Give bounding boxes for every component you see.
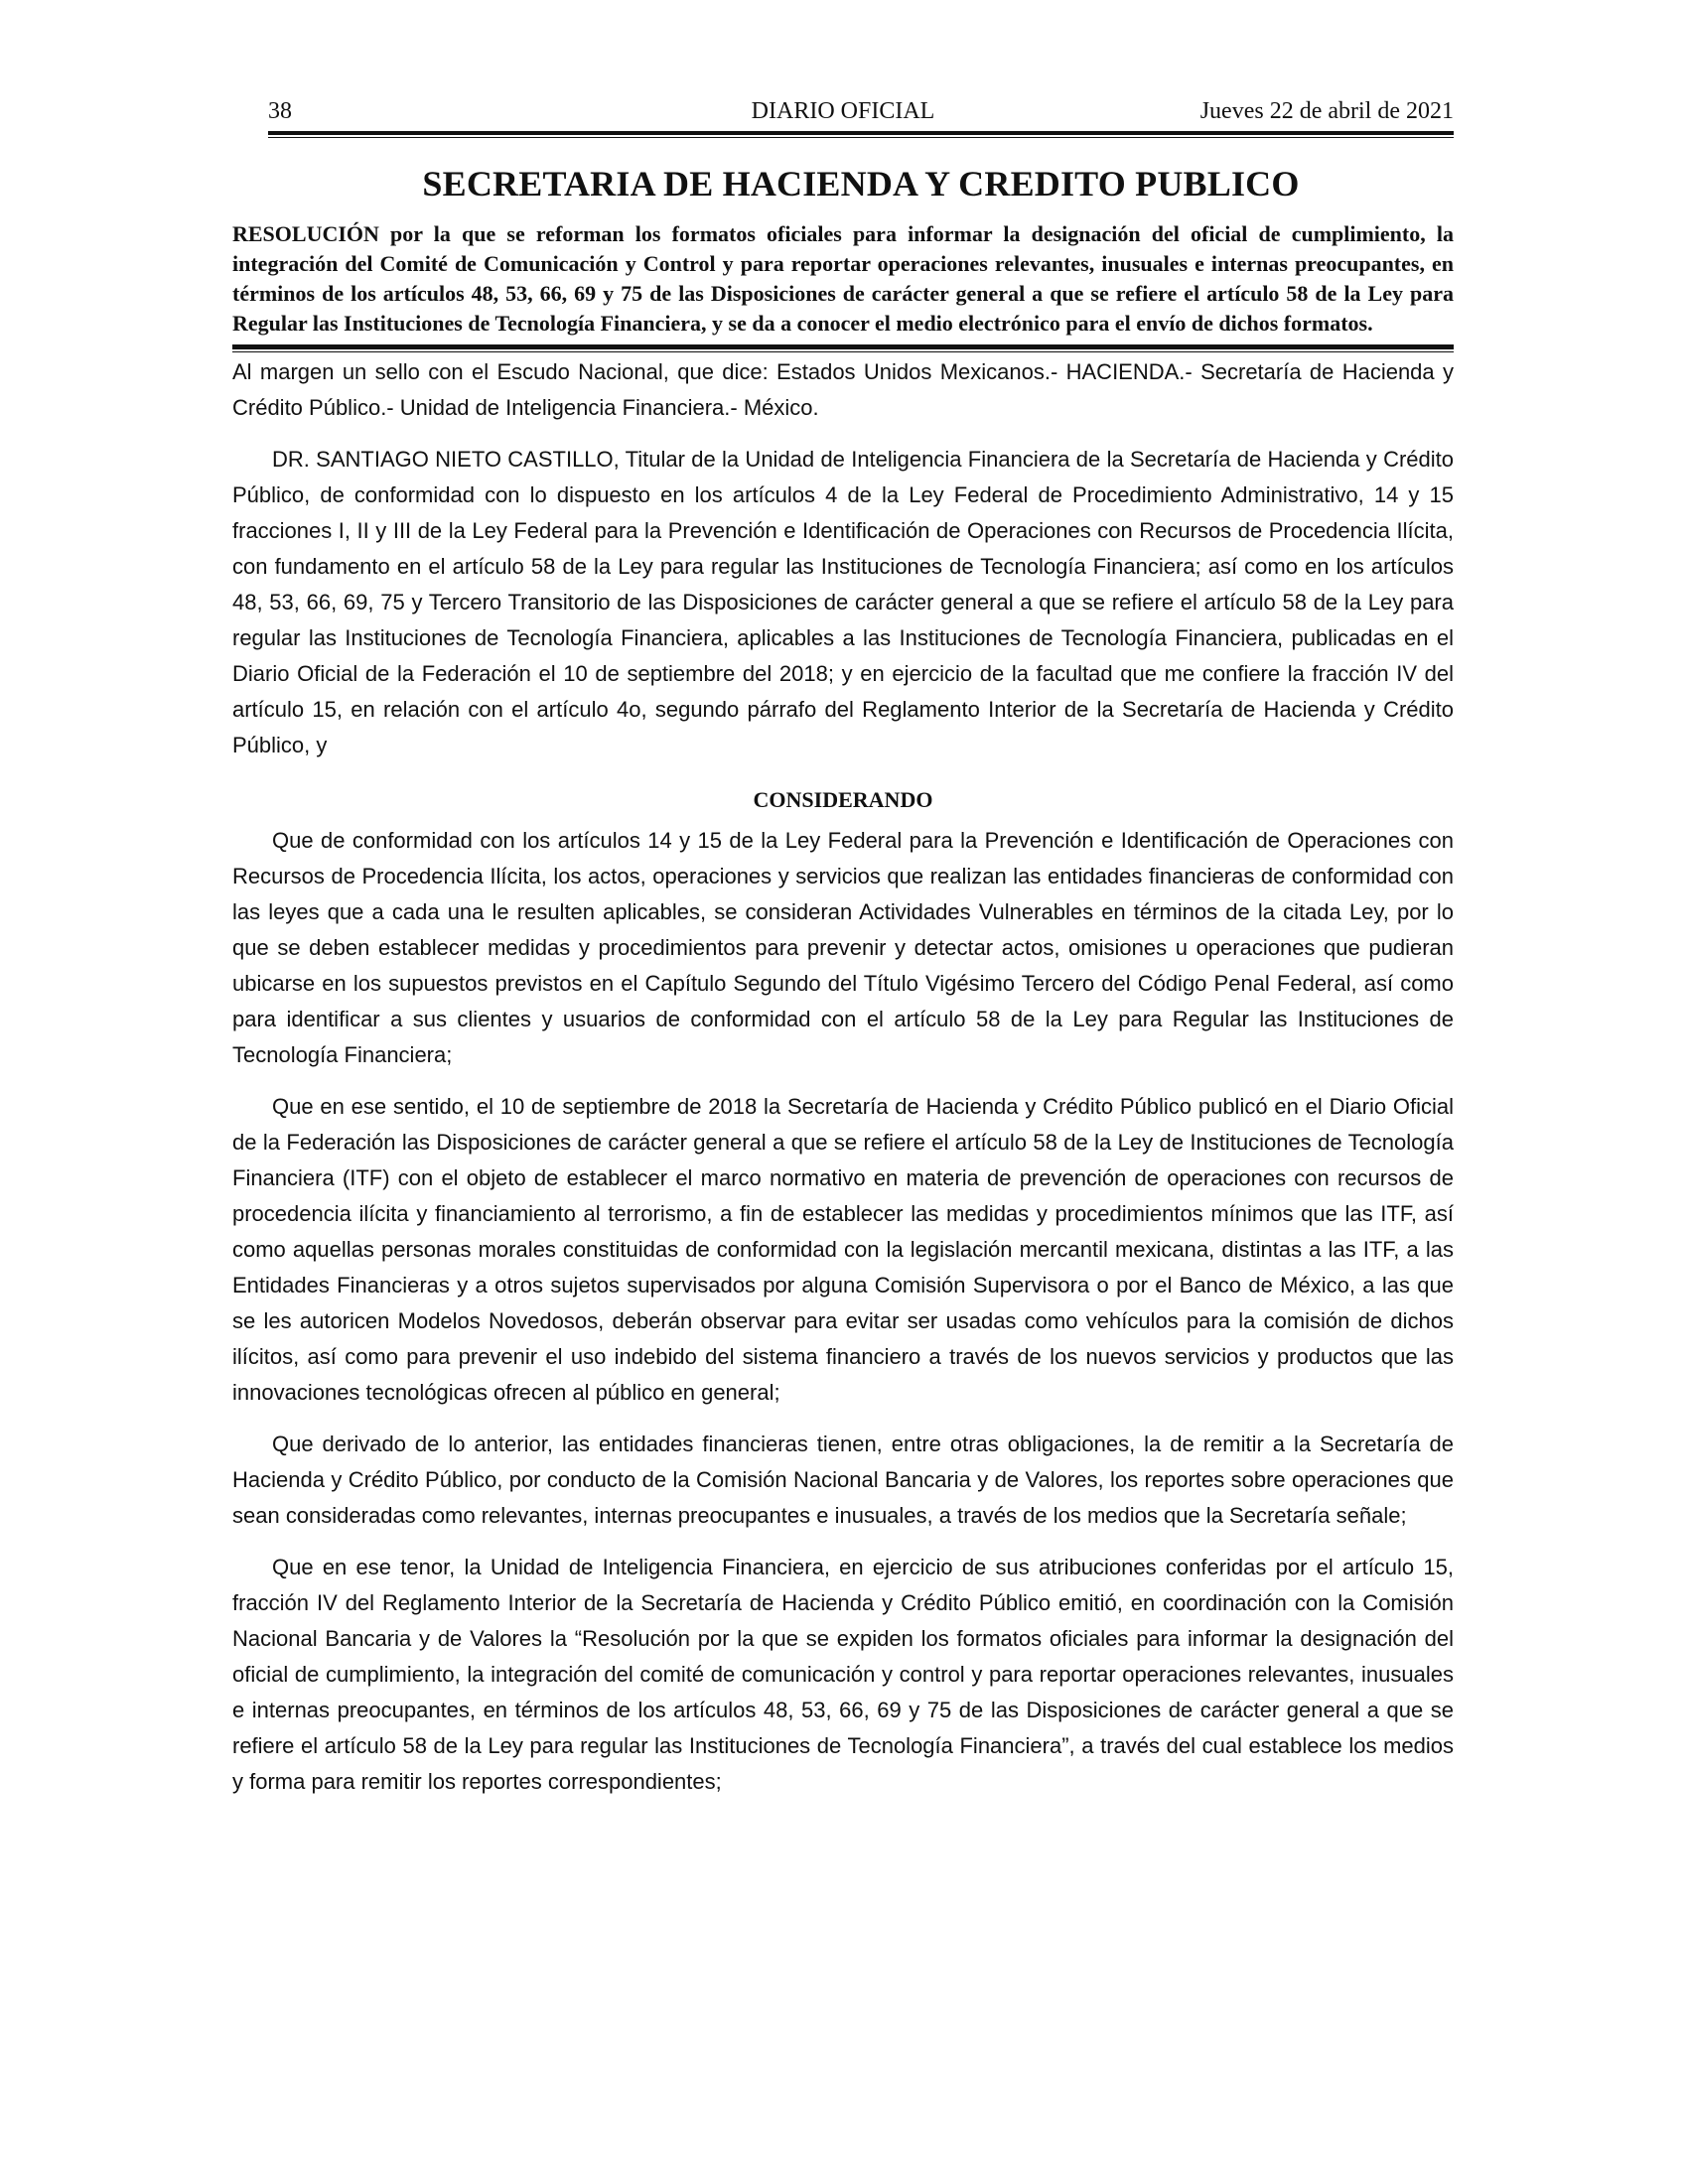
- running-header: [232, 93, 1454, 129]
- publication-name: DIARIO OFICIAL: [751, 98, 935, 124]
- considerando-paragraph: Que en ese tenor, la Unidad de Inteligencia Financiera, en ejercicio de sus atribuciones conferidas por el artículo 15, fracción IV del Reglamento Interior de la Secretaría de Hacienda y Crédito Público emitió, en coordinación con la Comisión Nacional Bancaria y de Valores la “Resolución por la que se expiden los formatos oficiales para informar la designación del oficial de cumplimiento, la integración del comité de comunicación y control y para reportar operaciones relevantes, inusuales e internas preocupantes, en términos de los artículos 48, 53, 66, 69 y 75 de las Disposiciones de carácter general a que se refiere el artículo 58 de la Ley para regular las Instituciones de Tecnología Financiera”, a través del cual establece los medios y forma para remitir los reportes correspondientes;: [232, 1555, 1454, 1794]
- resolution-text: por la que se reforman los formatos oficiales para informar la designación del oficial de cumplimiento, la integración del Comité de Comunicación y Control y para reportar operaciones relevantes, inusuales e internas preocupantes, en términos de los artículos 48, 53, 66, 69 y 75 de las Disposiciones de carácter general a que se refiere el artículo 58 de la Ley para Regular las Instituciones de Tecnología Financiera, y se da a conocer el medio electrónico para el envío de dichos formatos.: [232, 221, 1454, 336]
- page-number: 38: [268, 98, 292, 124]
- header-rule-thin: [268, 137, 1454, 138]
- document-page: [232, 93, 1454, 1800]
- preamble-paragraph: DR. SANTIAGO NIETO CASTILLO, Titular de la Unidad de Inteligencia Financiera de la Secretaría de Hacienda y Crédito Público, de conformidad con lo dispuesto en los artículos 4 de la Ley Federal de Procedimiento Administrativo, 14 y 15 fracciones I, II y III de la Ley Federal para la Prevención e Identificación de Operaciones con Recursos de Procedencia Ilícita, con fundamento en el artículo 58 de la Ley para regular las Instituciones de Tecnología Financiera; así como en los artículos 48, 53, 66, 69, 75 y Tercero Transitorio de las Disposiciones de carácter general a que se refiere el artículo 58 de la Ley para regular las Instituciones de Tecnología Financiera, aplicables a las Instituciones de Tecnología Financiera, publicadas en el Diario Oficial de la Federación el 10 de septiembre del 2018; y en ejercicio de la facultad que me confiere la fracción IV del artículo 15, en relación con el artículo 4o, segundo párrafo del Reglamento Interior de la Secretaría de Hacienda y Crédito Público, y: [232, 447, 1454, 757]
- title-rule: [232, 344, 1454, 349]
- resolution-title: [232, 219, 1454, 339]
- considerando-paragraph: Que de conformidad con los artículos 14 y 15 de la Ley Federal para la Prevención e Identificación de Operaciones con Recursos de Procedencia Ilícita, los actos, operaciones y servicios que realizan las entidades financieras de conformidad con las leyes que a cada una le resulten aplicables, se consideran Actividades Vulnerables en términos de la citada Ley, por lo que se deben establecer medidas y procedimientos para prevenir y detectar actos, omisiones u operaciones que pudieran ubicarse en los supuestos previstos en el Capítulo Segundo del Título Vigésimo Tercero del Código Penal Federal, así como para identificar a sus clientes y usuarios de conformidad con el artículo 58 de la Ley para Regular las Instituciones de Tecnología Financiera;: [232, 828, 1454, 1067]
- considerando-paragraph: Que derivado de lo anterior, las entidades financieras tienen, entre otras obligaciones, la de remitir a la Secretaría de Hacienda y Crédito Público, por conducto de la Comisión Nacional Bancaria y de Valores, los reportes sobre operaciones que sean consideradas como relevantes, internas preocupantes e inusuales, a través de los medios que la Secretaría señale;: [232, 1432, 1454, 1528]
- publication-date: Jueves 22 de abril de 2021: [1199, 98, 1454, 124]
- considerando-paragraph: Que en ese sentido, el 10 de septiembre de 2018 la Secretaría de Hacienda y Crédito Público publicó en el Diario Oficial de la Federación las Disposiciones de carácter general a que se refiere el artículo 58 de la Ley de Instituciones de Tecnología Financiera (ITF) con el objeto de establecer el marco normativo en materia de prevención de operaciones con recursos de procedencia ilícita y financiamiento al terrorismo, a fin de establecer las medidas y procedimientos mínimos que las ITF, así como aquellas personas morales constituidas de conformidad con la legislación mercantil mexicana, distintas a las ITF, a las Entidades Financieras y a otros sujetos supervisados por alguna Comisión Supervisora o por el Banco de México, a las que se les autoricen Modelos Novedosos, deberán observar para evitar ser usadas como vehículos para la comisión de dichos ilícitos, así como para prevenir el uso indebido del sistema financiero a través de los nuevos servicios y productos que las innovaciones tecnológicas ofrecen al público en general;: [232, 1094, 1454, 1405]
- header-rule: [268, 131, 1454, 135]
- title-rule-thin: [232, 351, 1454, 352]
- resolution-lead: RESOLUCIÓN: [232, 221, 379, 246]
- considerando-heading: CONSIDERANDO: [753, 787, 933, 812]
- section-title: SECRETARIA DE HACIENDA Y CREDITO PUBLICO: [422, 164, 1300, 204]
- margin-note: Al margen un sello con el Escudo Nacional, que dice: Estados Unidos Mexicanos.- HACIENDA.- Secretaría de Hacienda y Crédito Público.- Unidad de Inteligencia Financiera.- México.: [232, 359, 1454, 420]
